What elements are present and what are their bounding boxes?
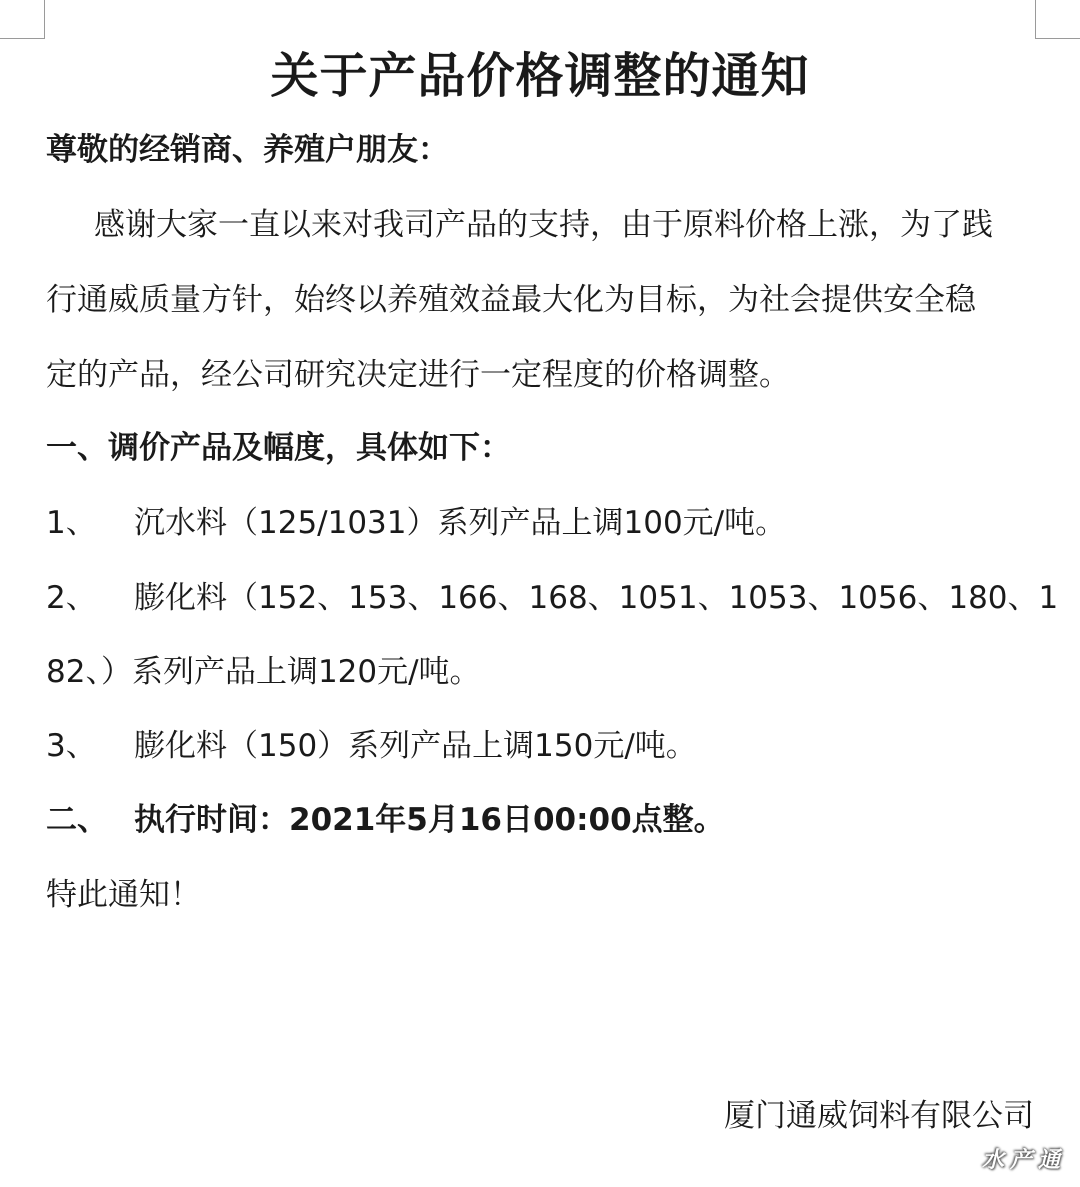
crop-mark-top-left: [0, 0, 45, 39]
price-item-text: 膨化料（150）系列产品上调150元/吨。: [134, 728, 697, 764]
notice-title: 关于产品价格调整的通知: [270, 48, 810, 104]
crop-mark-top-right: [1035, 0, 1080, 39]
greeting: 尊敬的经销商、养殖户朋友：: [46, 132, 449, 168]
price-item-number: 1、: [46, 505, 97, 541]
price-item-number: 3、: [46, 728, 97, 764]
price-item-text: 膨化料（152、153、166、168、1051、1053、1056、180、1: [134, 580, 1059, 616]
price-item-continuation: 82、）系列产品上调120元/吨。: [46, 654, 481, 690]
intro-line-3: 定的产品，经公司研究决定进行一定程度的价格调整。: [46, 357, 790, 393]
company-signature: 厦门通威饲料有限公司: [724, 1098, 1034, 1134]
price-item-number: 2、: [46, 580, 97, 616]
intro-line-1: 感谢大家一直以来对我司产品的支持，由于原料价格上涨，为了践: [94, 207, 993, 243]
price-item: [46, 503, 786, 543]
closing-remark: 特此通知！: [46, 877, 201, 913]
price-item-text: 沉水料（125/1031）系列产品上调100元/吨。: [134, 505, 787, 541]
price-item: [46, 578, 1058, 618]
section-1-heading: 一、调价产品及幅度，具体如下：: [46, 430, 511, 466]
section-2-number: 二、: [46, 802, 108, 838]
section-2: [46, 800, 725, 840]
effective-time: 执行时间：2021年5月16日00:00点整。: [134, 802, 725, 838]
price-item: [46, 726, 697, 766]
intro-line-2: 行通威质量方针，始终以养殖效益最大化为目标，为社会提供安全稳: [46, 282, 976, 318]
watermark: 水产通: [981, 1148, 1066, 1173]
